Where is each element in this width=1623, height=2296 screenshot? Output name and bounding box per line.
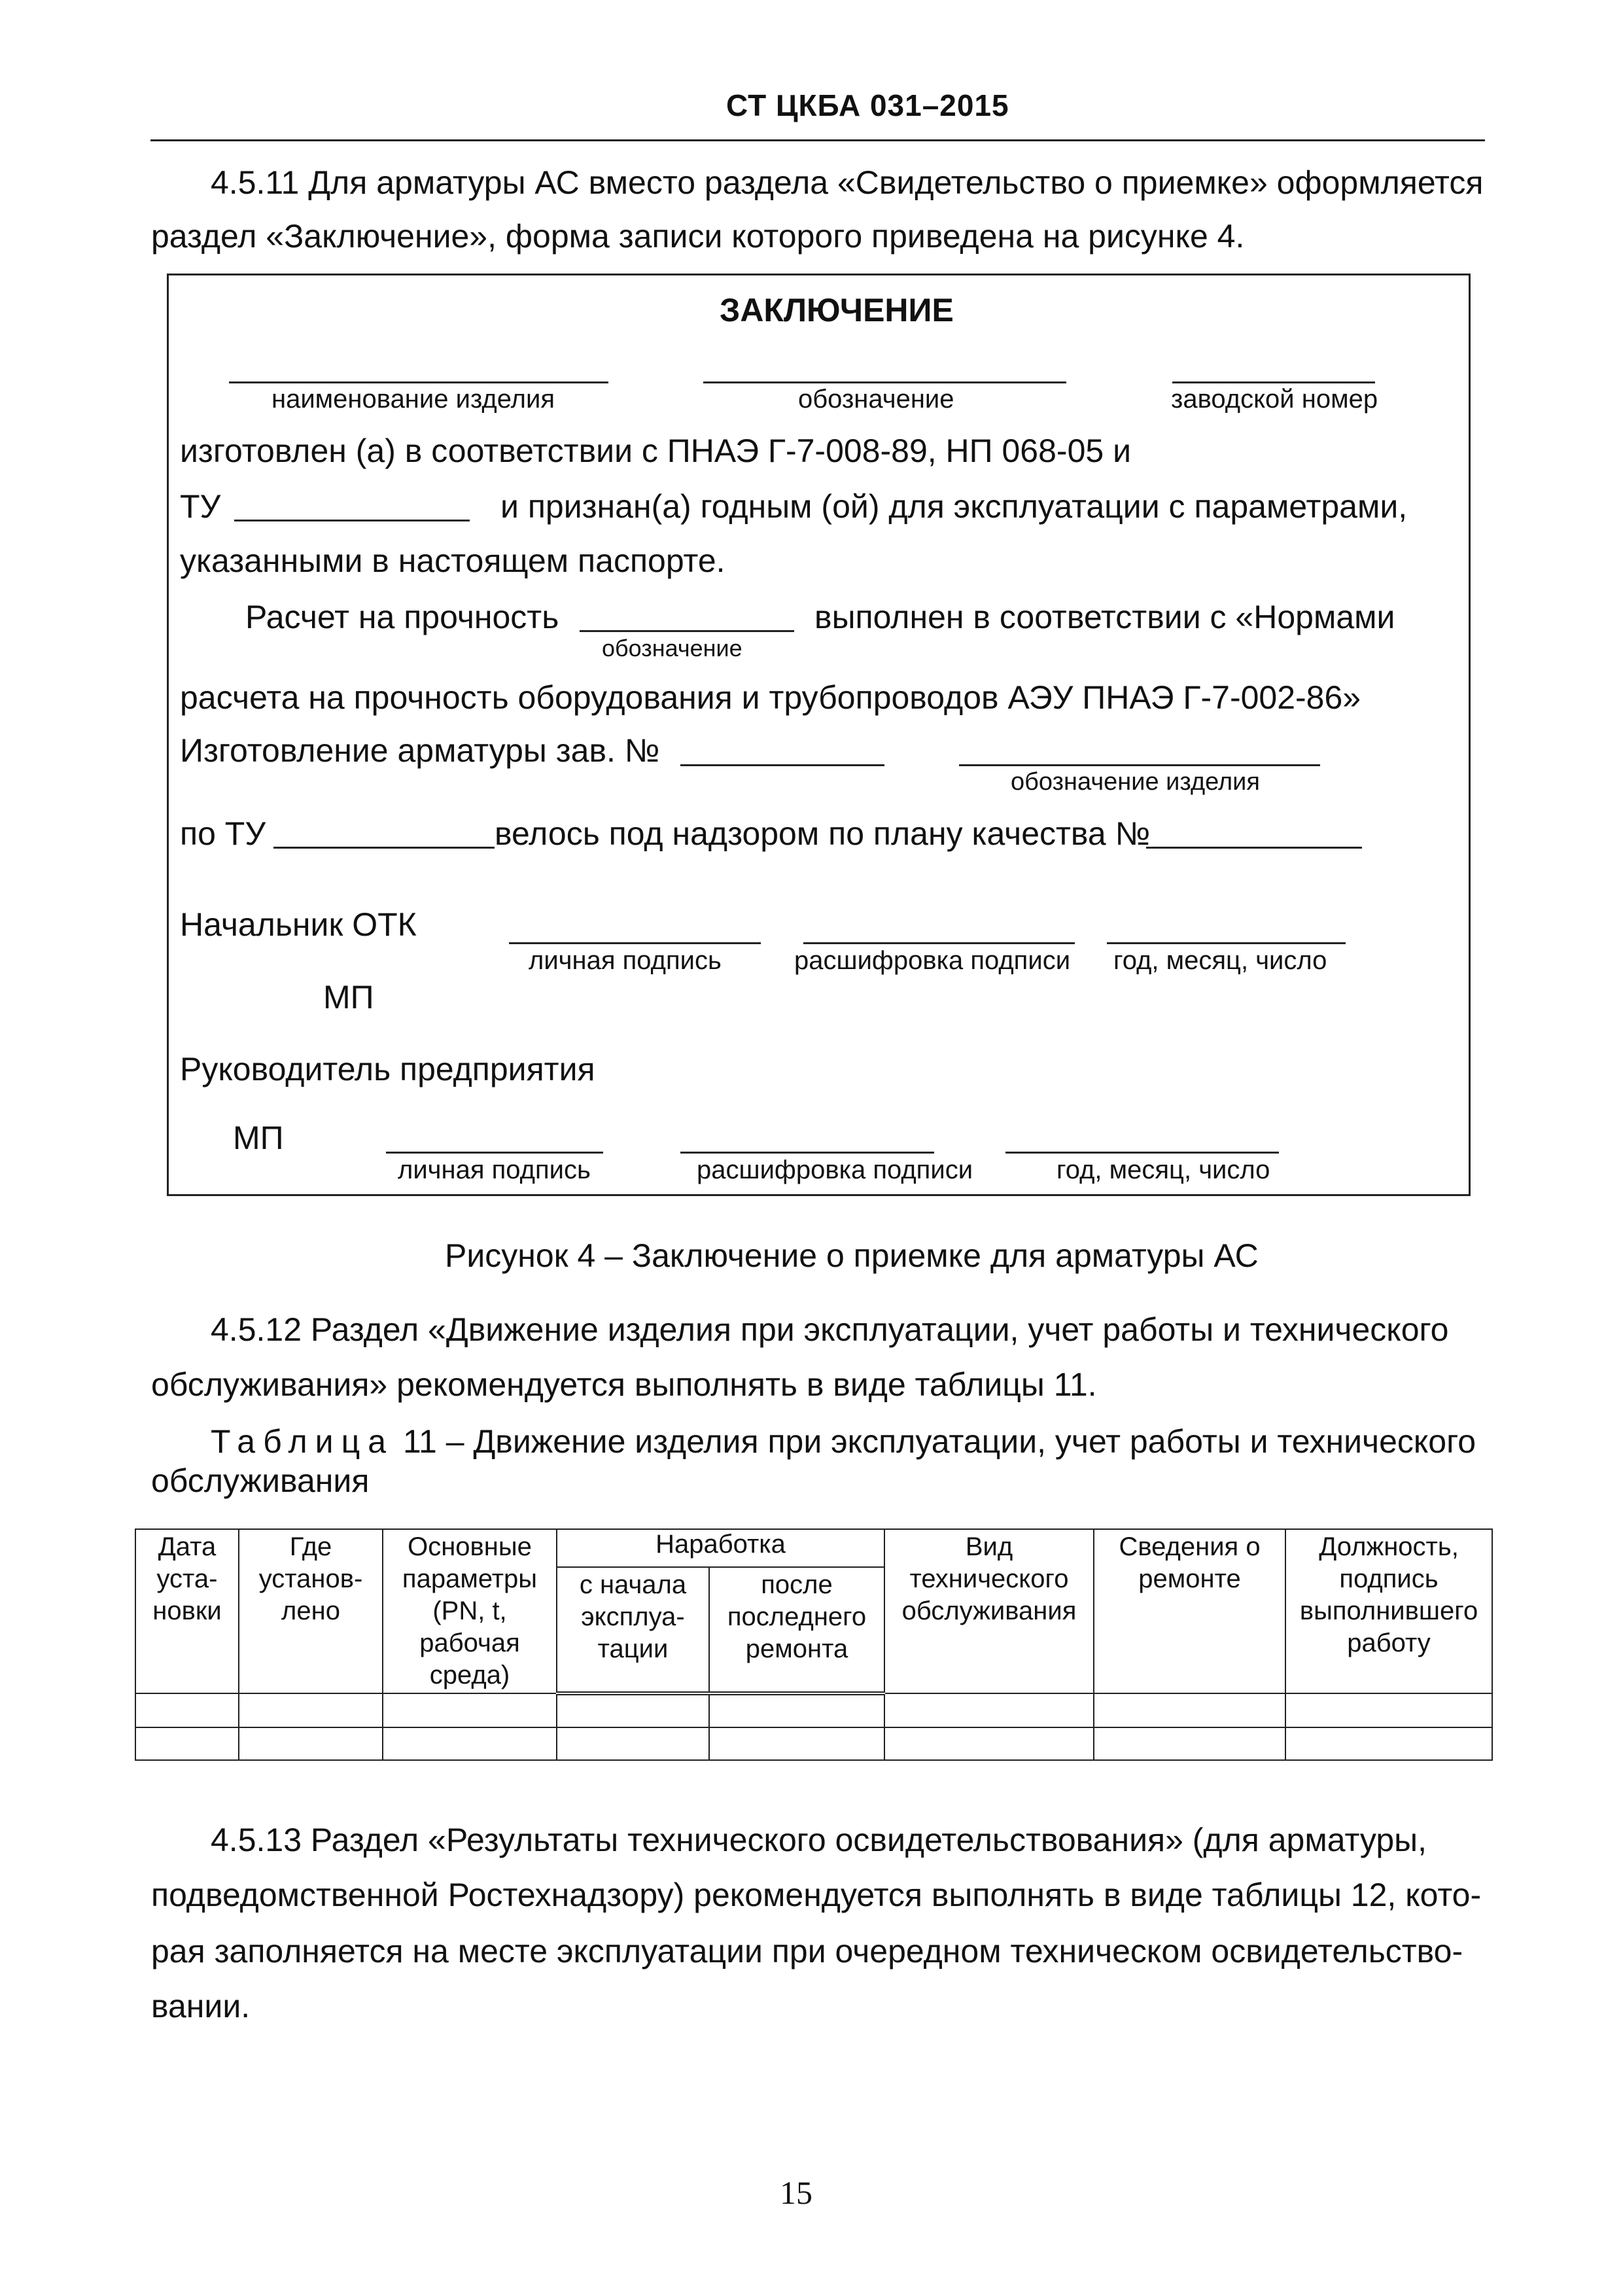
qc-date-caption: год, месяц, число (1113, 946, 1327, 975)
quality-plan-number-blank (1146, 847, 1362, 849)
para-4-5-12-line2: обслуживания» рекомендуется выполнять в виде таблицы 11. (151, 1366, 1097, 1403)
col-main-params: Основные параметры (PN, t, рабочая среда) (383, 1529, 557, 1693)
table-cell (557, 1693, 709, 1727)
table-cell (383, 1693, 557, 1727)
table-cell (1094, 1693, 1285, 1727)
para-4-5-13-line2: подведомственной Ростехнадзору) рекомендуется выполнять в виде таблицы 12, кото- (151, 1877, 1482, 1913)
col-operating-time: Наработка (557, 1529, 884, 1567)
para-4-5-12-line1: 4.5.12 Раздел «Движение изделия при эксплуатации, учет работы и технического (211, 1311, 1449, 1348)
table-cell (239, 1693, 383, 1727)
figure-4-caption: Рисунок 4 – Заключение о приемке для арматуры АС (445, 1237, 1259, 1274)
col-maintenance-type: Вид технического обслуживания (884, 1529, 1094, 1693)
table-cell (884, 1693, 1094, 1727)
table-11 (135, 1528, 1493, 1761)
enterprise-signature-caption: личная подпись (398, 1156, 591, 1184)
enterprise-date-caption: год, месяц, число (1056, 1156, 1270, 1184)
enterprise-signature-decode-caption: расшифровка подписи (697, 1156, 973, 1184)
table-cell (1285, 1693, 1492, 1727)
para-4-5-13-line4: вании. (151, 1988, 251, 2024)
product-designation-caption: обозначение изделия (1011, 768, 1260, 796)
manufactured-compliance-line: изготовлен (а) в соответствии с ПНАЭ Г-7-008-89, НП 068-05 и (180, 433, 1132, 469)
table-cell (383, 1727, 557, 1760)
table-11-title-line2: обслуживания (151, 1462, 370, 1499)
table-cell (1285, 1727, 1492, 1760)
table-row (135, 1693, 1492, 1727)
conclusion-form-title: ЗАКЛЮЧЕНИЕ (720, 292, 954, 328)
table-cell (1094, 1727, 1285, 1760)
tu-number-blank (234, 520, 470, 521)
header-divider (150, 139, 1485, 141)
para-4-5-13-line3: рая заполняется на месте эксплуатации при очередном техническом освидетельство- (151, 1933, 1463, 1969)
strength-designation-blank (580, 630, 794, 632)
qc-head-label: Начальник ОТК (180, 906, 417, 943)
enterprise-signature-blank (386, 1152, 603, 1154)
document-code: СТ ЦКБА 031–2015 (726, 88, 1009, 122)
qc-date-blank (1107, 942, 1346, 944)
serial-number-blank (1172, 381, 1375, 383)
serial-number-caption: заводской номер (1171, 385, 1378, 414)
enterprise-head-label: Руководитель предприятия (180, 1051, 595, 1087)
designation-caption: обозначение (798, 385, 954, 414)
table-cell (709, 1727, 884, 1760)
table-cell (709, 1693, 884, 1727)
tu-label: ТУ (180, 488, 221, 525)
para-4-5-11-line1: 4.5.11 Для арматуры АС вместо раздела «Свидетельство о приемке» оформляется (211, 164, 1484, 201)
col-since-repair: после последнего ремонта (709, 1567, 884, 1693)
col-position-signature: Должность, подпись выполнившего работу (1285, 1529, 1492, 1693)
enterprise-stamp-label: МП (233, 1120, 284, 1156)
factory-number-blank (680, 764, 884, 766)
table-cell (239, 1727, 383, 1760)
tu2-label: по ТУ (180, 815, 266, 852)
col-install-date: Дата уста-новки (135, 1529, 239, 1693)
col-location: Где установ-лено (239, 1529, 383, 1693)
page-number: 15 (780, 2174, 812, 2211)
table-11-label: Таблица (211, 1423, 394, 1460)
table-header-row (135, 1529, 1492, 1567)
qc-signature-blank (509, 942, 761, 944)
table-cell (884, 1727, 1094, 1760)
table-11-title-line1 (211, 1422, 1476, 1460)
tu2-number-blank (273, 847, 495, 849)
table-cell (135, 1693, 239, 1727)
product-designation-blank (959, 764, 1320, 766)
col-since-start: с начала эксплуа-тации (557, 1567, 709, 1693)
qc-stamp-label: МП (323, 979, 374, 1016)
manufacture-serial-label: Изготовление арматуры зав. № (180, 732, 660, 769)
passport-parameters-line: указанными в настоящем паспорте. (180, 542, 725, 579)
table-11-title-rest: 11 – Движение изделия при эксплуатации, учет работы и технического (402, 1423, 1476, 1460)
strength-calc-label: Расчет на прочность (245, 599, 559, 635)
qc-signature-decode-caption: расшифровка подписи (794, 946, 1071, 975)
enterprise-date-blank (1005, 1152, 1279, 1154)
para-4-5-13-line1: 4.5.13 Раздел «Результаты технического освидетельствования» (для арматуры, (211, 1822, 1427, 1858)
fitness-statement: и признан(а) годным (ой) для эксплуатации с параметрами, (500, 488, 1408, 525)
col-repair-info: Сведения о ремонте (1094, 1529, 1285, 1693)
strength-designation-caption: обозначение (602, 635, 742, 662)
product-name-caption: наименование изделия (271, 385, 555, 414)
strength-norms-text: выполнен в соответствии с «Нормами (814, 599, 1395, 635)
table-cell (135, 1727, 239, 1760)
enterprise-signature-decode-blank (680, 1152, 934, 1154)
table-row (135, 1727, 1492, 1760)
product-name-blank (229, 381, 608, 383)
para-4-5-11-line2: раздел «Заключение», форма записи которого приведена на рисунке 4. (151, 218, 1245, 255)
designation-blank (703, 381, 1066, 383)
qc-signature-decode-blank (803, 942, 1075, 944)
norms-reference-line: расчета на прочность оборудования и трубопроводов АЭУ ПНАЭ Г-7-002-86» (180, 679, 1361, 716)
table-cell (557, 1727, 709, 1760)
qc-signature-caption: личная подпись (529, 946, 722, 975)
quality-plan-text: велось под надзором по плану качества № (495, 815, 1151, 852)
